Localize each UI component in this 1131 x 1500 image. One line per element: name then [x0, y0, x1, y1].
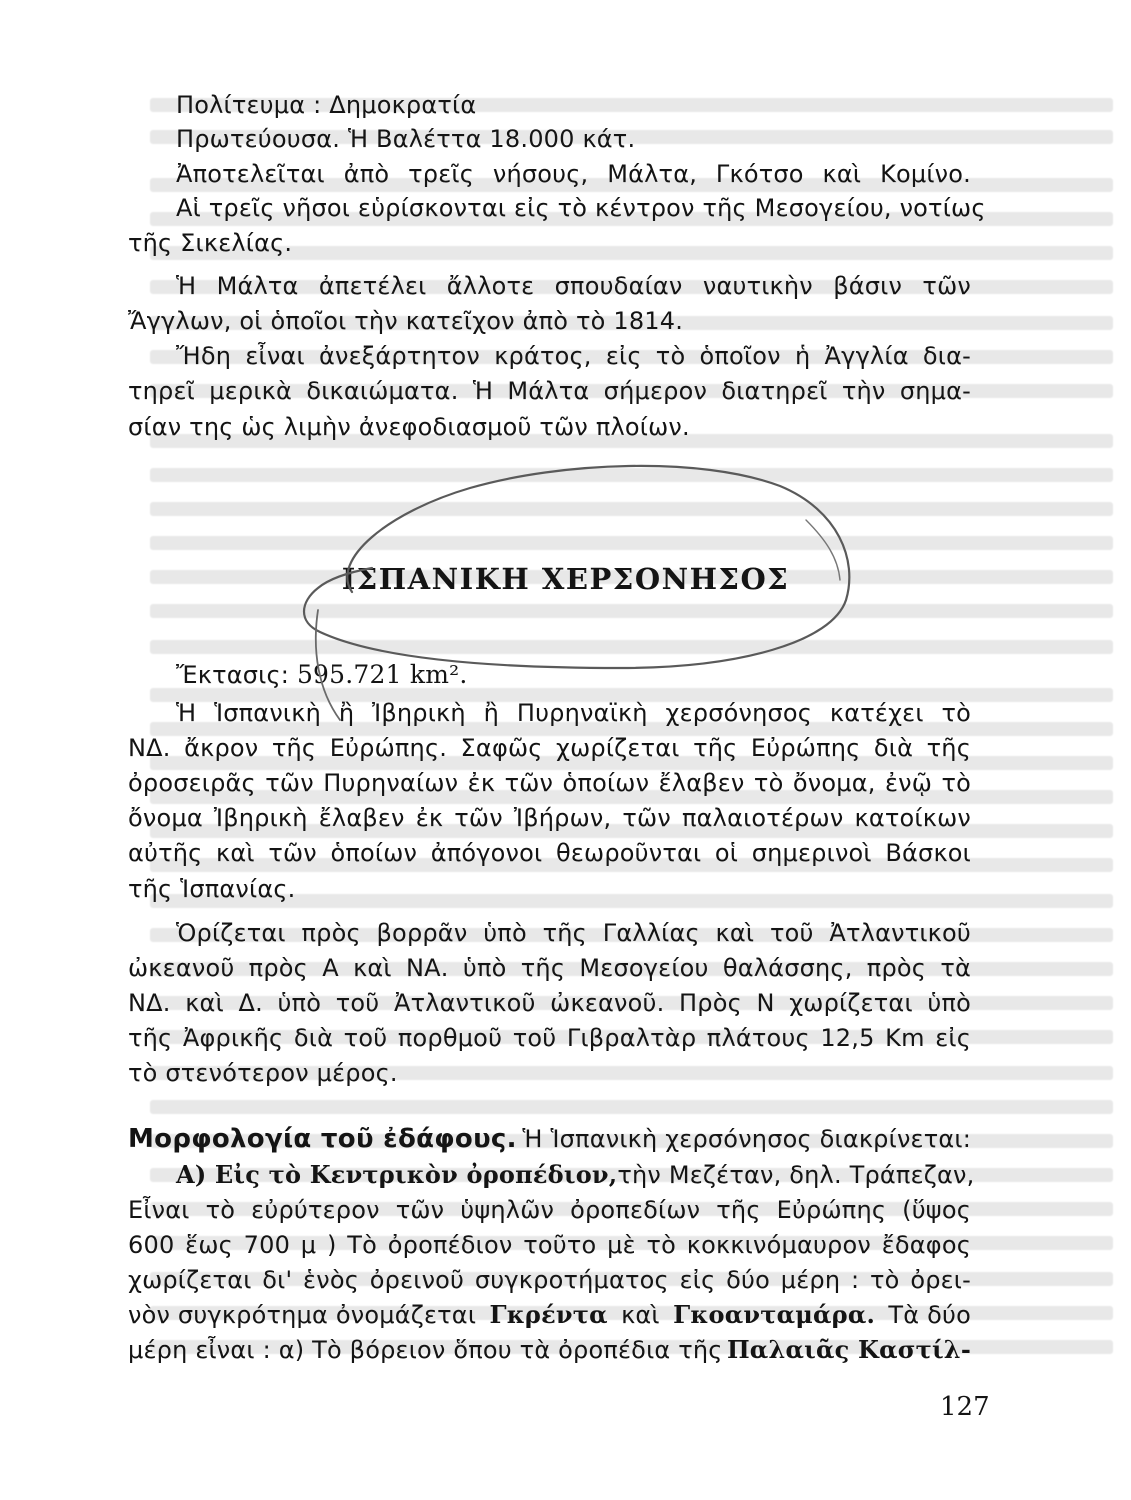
page-number: 127: [940, 1392, 990, 1422]
text-line: τηρεῖ μερικὰ δικαιώματα. Ἡ Μάλτα σήμερον διατηρεῖ τὴν σημα-: [128, 377, 971, 405]
text-line: ὠκεανοῦ πρὸς Α καὶ ΝΑ. ὑπὸ τῆς Μεσογείου θαλάσσης, πρὸς τὰ: [128, 954, 971, 982]
text-line: Ἡ Ἱσπανικὴ ἢ Ἰβηρικὴ ἢ Πυρηναϊκὴ χερσόνησος κατέχει τὸ: [176, 699, 971, 727]
text-line: ΝΔ. ἄκρον τῆς Εὐρώπης. Σαφῶς χωρίζεται τῆς Εὐρώπης διὰ τῆς: [128, 734, 971, 762]
text-fragment: καὶ: [621, 1301, 660, 1329]
place-name-grenta: Γκρέντα: [489, 1300, 608, 1329]
text-line: Ἄγγλων, οἱ ὁποῖοι τὴν κατεῖχον ἀπὸ τὸ 1814.: [128, 307, 684, 335]
text-line: Ἀποτελεῖται ἀπὸ τρεῖς νήσους, Μάλτα, Γκότσο καὶ Κομίνο.: [176, 160, 971, 188]
text-fragment: Τὰ δύο: [888, 1301, 971, 1329]
text-fragment: νὸν συγκρότημα ὀνομάζεται: [128, 1301, 477, 1329]
text-line: Ἤδη εἶναι ἀνεξάρτητον κράτος, εἰς τὸ ὁποῖον ἡ Ἀγγλία δια-: [176, 342, 971, 370]
place-name-guadarrama: Γκοανταμάρα.: [673, 1300, 876, 1329]
text-line: Πολίτευμα : Δημοκρατία: [176, 91, 477, 119]
section-a-text: τὴν Μεζέταν, δηλ. Τράπεζαν,: [617, 1161, 975, 1189]
text-line: τῆς Σικελίας.: [128, 229, 293, 257]
text-line: αὐτῆς καὶ τῶν ὁποίων ἀπόγονοι θεωροῦνται οἱ σημερινοὶ Βάσκοι: [128, 839, 971, 867]
section-a-title: Α) Εἰς τὸ Κεντρικὸν ὀροπέδιον,: [176, 1160, 618, 1189]
text-line: Αἱ τρεῖς νῆσοι εὑρίσκονται εἰς τὸ κέντρον τῆς Μεσογείου, νοτίως: [176, 194, 986, 222]
text-line: ὀροσειρᾶς τῶν Πυρηναίων ἐκ τῶν ὁποίων ἔλαβεν τὸ ὄνομα, ἐνῷ τὸ: [128, 769, 971, 797]
text-line: χωρίζεται δι' ἑνὸς ὀρεινοῦ συγκροτήματος εἰς δύο μέρη : τὸ ὀρει-: [128, 1266, 971, 1294]
section-heading: ΙΣΠΑΝΙΚΗ ΧΕΡΣΟΝΗΣΟΣ: [341, 562, 790, 596]
text-line: 600 ἕως 700 μ ) Τὸ ὀροπέδιον τοῦτο μὲ τὸ κοκκινόμαυρον ἔδαφος: [128, 1231, 971, 1259]
place-name-castile: Παλαιᾶς Καστίλ-: [726, 1335, 971, 1364]
text-line: ὄνομα Ἰβηρικὴ ἔλαβεν ἐκ τῶν Ἰβήρων, τῶν παλαιοτέρων κατοίκων: [128, 804, 971, 832]
text-fragment: μέρη εἶναι : α) Τὸ βόρειον ὅπου τὰ ὀροπέδια τῆς: [128, 1336, 723, 1364]
text-line: σίαν της ὡς λιμὴν ἀνεφοδιασμοῦ τῶν πλοίων.: [128, 413, 690, 441]
area-label: Ἔκτασις:: [176, 661, 290, 689]
area-value: 595.721 km².: [296, 660, 468, 689]
text-line: Ἡ Μάλτα ἀπετέλει ἄλλοτε σπουδαίαν ναυτικὴν βάσιν τῶν: [176, 272, 971, 300]
morphology-heading: Μορφολογία τοῦ ἐδάφους.: [128, 1124, 517, 1154]
text-line: τῆς Ἀφρικῆς διὰ τοῦ πορθμοῦ τοῦ Γιβραλτὰρ πλάτους 12,5 Km εἰς: [128, 1024, 971, 1052]
text-line: Πρωτεύουσα. Ἡ Βαλέττα 18.000 κάτ.: [176, 125, 636, 153]
text-line: τῆς Ἱσπανίας.: [128, 875, 296, 903]
text-line: ΝΔ. καὶ Δ. ὑπὸ τοῦ Ἀτλαντικοῦ ὠκεανοῦ. Πρὸς Ν χωρίζεται ὑπὸ: [128, 989, 971, 1017]
text-line: Εἶναι τὸ εὐρύτερον τῶν ὑψηλῶν ὀροπεδίων τῆς Εὐρώπης (ὕψος: [128, 1196, 971, 1224]
text-line: Ὁρίζεται πρὸς βορρᾶν ὑπὸ τῆς Γαλλίας καὶ τοῦ Ἀτλαντικοῦ: [176, 919, 971, 947]
morphology-text: Ἡ Ἱσπανικὴ χερσόνησος διακρίνεται:: [522, 1125, 971, 1153]
text-line: τὸ στενότερον μέρος.: [128, 1059, 398, 1087]
